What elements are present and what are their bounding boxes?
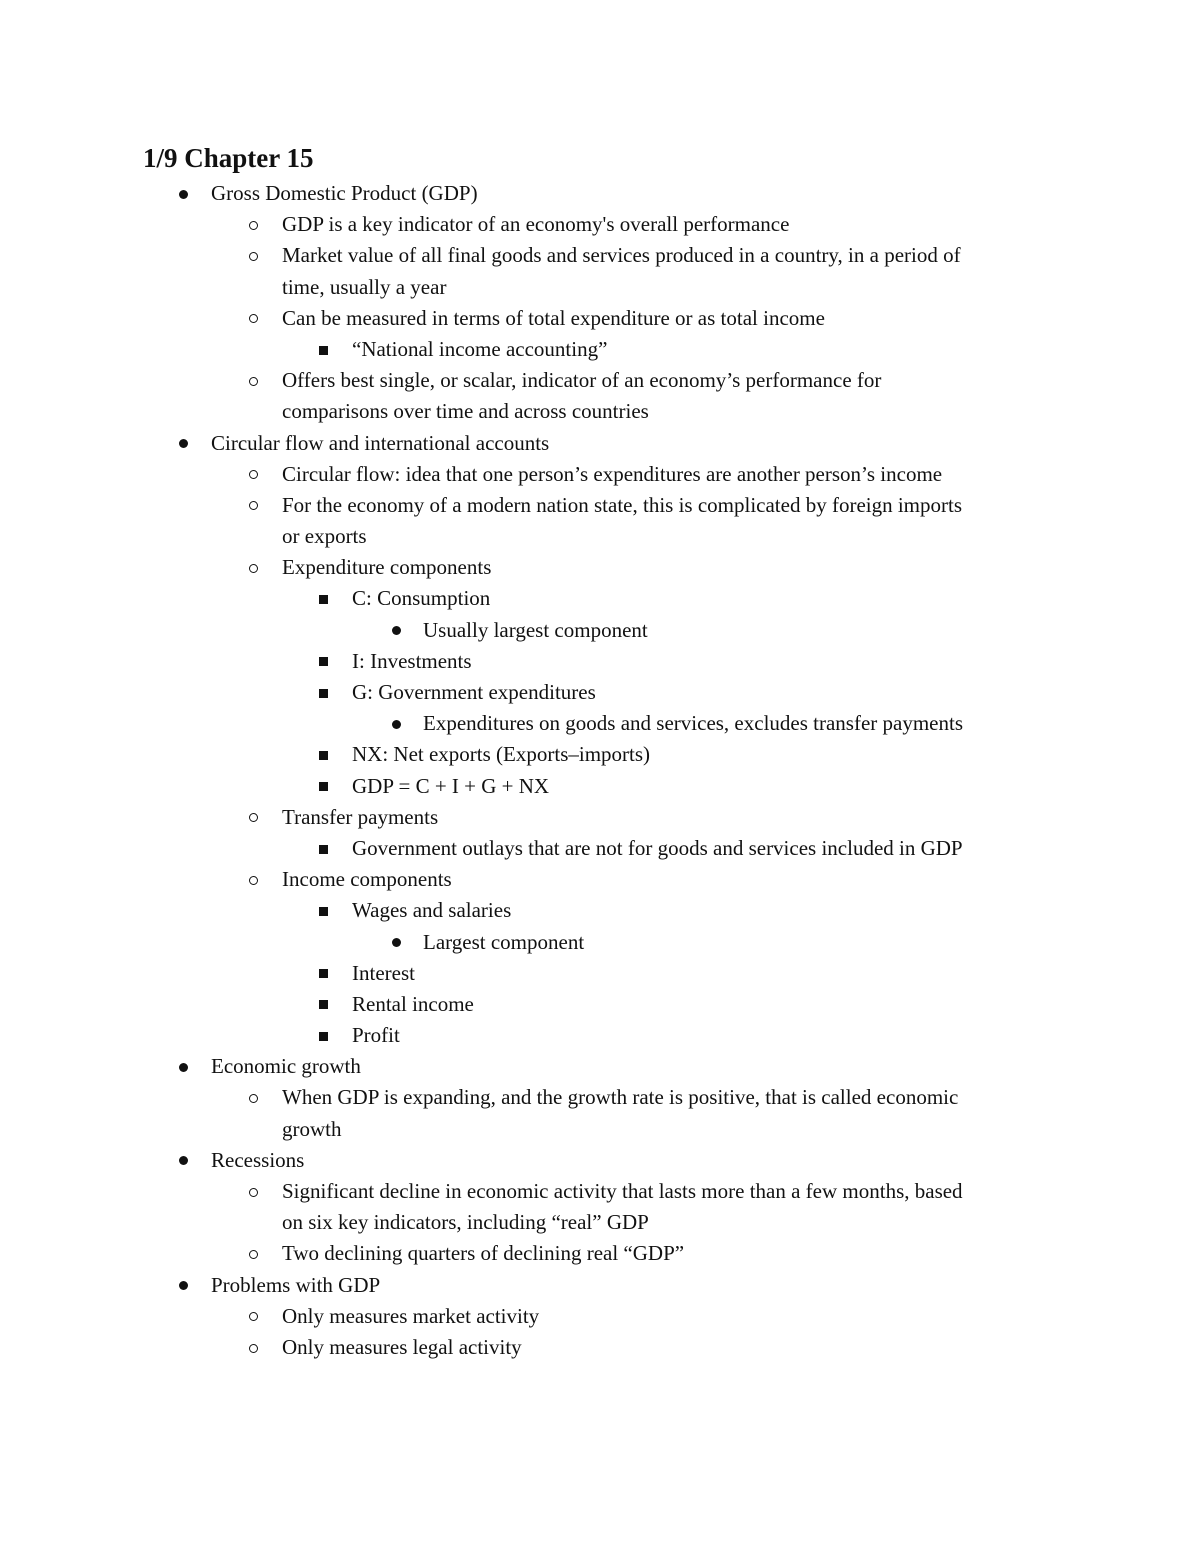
- list-item: “National income accounting”: [0, 334, 1200, 365]
- list-item: Recessions: [0, 1145, 1200, 1176]
- list-item-continuation: growth: [282, 1116, 342, 1141]
- list-item: NX: Net exports (Exports–imports): [0, 739, 1200, 770]
- list-item: Market value of all final goods and services produced in a country, in a period of: [0, 240, 1200, 271]
- bullet-disc-icon: [392, 938, 401, 947]
- list-item: Transfer payments: [0, 802, 1200, 833]
- page-title: 1/9 Chapter 15: [143, 143, 314, 173]
- list-item: Government outlays that are not for goods and services included in GDP: [0, 833, 1200, 864]
- list-item: Significant decline in economic activity that lasts more than a few months, based: [0, 1176, 1200, 1207]
- list-item-continuation: comparisons over time and across countries: [282, 399, 649, 424]
- bullet-square-icon: [319, 969, 328, 978]
- bullet-square-icon: [319, 657, 328, 666]
- list-item-continuation: time, usually a year: [282, 274, 447, 299]
- list-item: Economic growth: [0, 1051, 1200, 1082]
- bullet-disc-icon: [179, 439, 188, 448]
- list-item: Two declining quarters of declining real “GDP”: [0, 1238, 1200, 1269]
- list-item: GDP = C + I + G + NX: [0, 771, 1200, 802]
- bullet-circle-icon: [249, 377, 258, 386]
- list-item: G: Government expenditures: [0, 677, 1200, 708]
- list-item: Profit: [0, 1020, 1200, 1051]
- bullet-disc-icon: [392, 720, 401, 729]
- list-item: Interest: [0, 958, 1200, 989]
- bullet-disc-icon: [179, 1063, 188, 1072]
- list-item: Expenditures on goods and services, excludes transfer payments: [0, 708, 1200, 739]
- list-item: Offers best single, or scalar, indicator of an economy’s performance for: [0, 365, 1200, 396]
- outline-list: [0, 178, 1200, 1363]
- bullet-circle-icon: [249, 252, 258, 261]
- list-item: Wages and salaries: [0, 895, 1200, 926]
- list-item: Only measures legal activity: [0, 1332, 1200, 1363]
- bullet-circle-icon: [249, 564, 258, 573]
- bullet-circle-icon: [249, 876, 258, 885]
- list-item: Largest component: [0, 927, 1200, 958]
- bullet-square-icon: [319, 595, 328, 604]
- list-item: I: Investments: [0, 646, 1200, 677]
- bullet-circle-icon: [249, 1312, 258, 1321]
- bullet-square-icon: [319, 1000, 328, 1009]
- list-item: Problems with GDP: [0, 1270, 1200, 1301]
- bullet-square-icon: [319, 845, 328, 854]
- bullet-square-icon: [319, 907, 328, 916]
- bullet-disc-icon: [179, 1156, 188, 1165]
- list-item: C: Consumption: [0, 583, 1200, 614]
- list-item: Gross Domestic Product (GDP): [0, 178, 1200, 209]
- bullet-disc-icon: [179, 190, 188, 199]
- bullet-square-icon: [319, 689, 328, 698]
- bullet-circle-icon: [249, 1344, 258, 1353]
- list-item: Usually largest component: [0, 615, 1200, 646]
- bullet-disc-icon: [179, 1281, 188, 1290]
- bullet-circle-icon: [249, 501, 258, 510]
- bullet-circle-icon: [249, 1250, 258, 1259]
- list-item: Rental income: [0, 989, 1200, 1020]
- list-item: Only measures market activity: [0, 1301, 1200, 1332]
- bullet-disc-icon: [392, 626, 401, 635]
- list-item: Circular flow and international accounts: [0, 428, 1200, 459]
- list-item: When GDP is expanding, and the growth rate is positive, that is called economic: [0, 1082, 1200, 1113]
- list-item-continuation: or exports: [282, 524, 367, 549]
- bullet-circle-icon: [249, 1094, 258, 1103]
- list-item: GDP is a key indicator of an economy's overall performance: [0, 209, 1200, 240]
- bullet-circle-icon: [249, 813, 258, 822]
- list-item: Income components: [0, 864, 1200, 895]
- list-item: Can be measured in terms of total expenditure or as total income: [0, 303, 1200, 334]
- list-item-continuation: on six key indicators, including “real” GDP: [282, 1210, 649, 1235]
- list-item: For the economy of a modern nation state, this is complicated by foreign imports: [0, 490, 1200, 521]
- bullet-circle-icon: [249, 470, 258, 479]
- bullet-square-icon: [319, 751, 328, 760]
- bullet-circle-icon: [249, 221, 258, 230]
- list-item: Circular flow: idea that one person’s expenditures are another person’s income: [0, 459, 1200, 490]
- bullet-square-icon: [319, 346, 328, 355]
- bullet-circle-icon: [249, 1188, 258, 1197]
- list-item: Expenditure components: [0, 552, 1200, 583]
- bullet-square-icon: [319, 1032, 328, 1041]
- bullet-square-icon: [319, 782, 328, 791]
- bullet-circle-icon: [249, 314, 258, 323]
